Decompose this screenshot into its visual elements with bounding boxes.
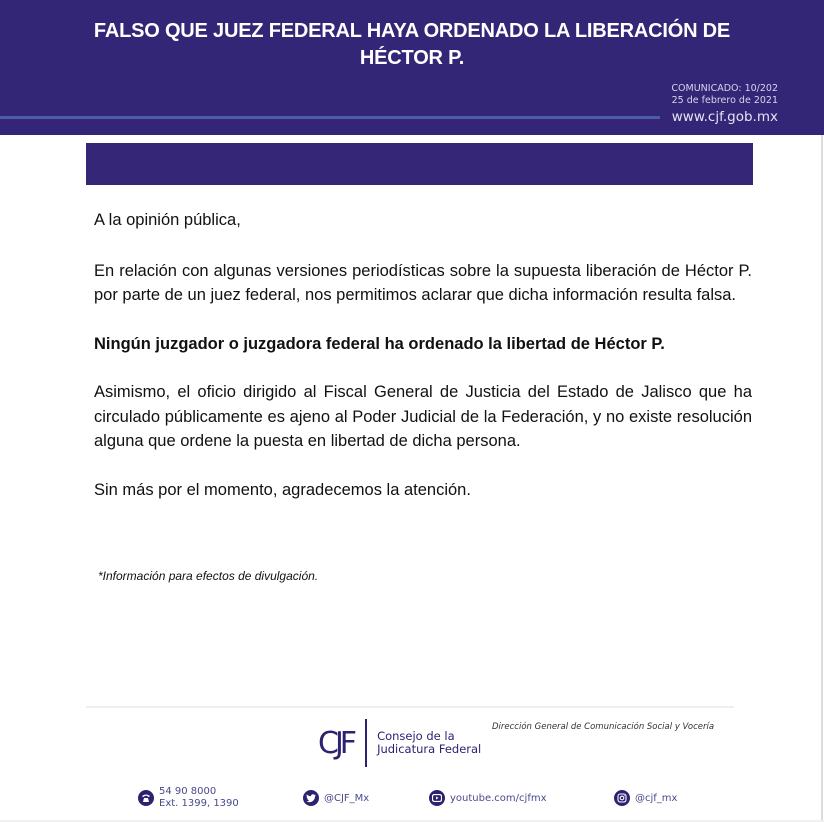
- footer-divider: [86, 706, 734, 708]
- greeting: A la opinión pública,: [94, 211, 241, 229]
- youtube-icon: [429, 790, 445, 806]
- bold-statement: Ningún juzgador o juzgadora federal ha ordenado la libertad de Héctor P.: [94, 334, 665, 353]
- twitter-icon: [303, 790, 319, 806]
- contact-instagram[interactable]: [614, 790, 677, 806]
- document-body: [94, 208, 752, 526]
- cjf-logo-mark: CJF: [318, 725, 354, 761]
- header-stripe: [0, 116, 660, 119]
- logo-line-2: Judicatura Federal: [377, 742, 482, 756]
- publication-date: 25 de febrero de 2021: [671, 95, 778, 106]
- logo-divider: [365, 719, 367, 767]
- header-meta: [671, 83, 778, 126]
- cjf-logo: [318, 718, 481, 768]
- youtube-channel: youtube.com/cjfmx: [450, 792, 547, 804]
- instagram-handle: @cjf_mx: [635, 792, 678, 804]
- website-link[interactable]: www.cjf.gob.mx: [671, 109, 778, 125]
- contact-twitter[interactable]: [303, 790, 369, 806]
- phone-extension: Ext. 1399, 1390: [159, 798, 239, 809]
- department-name: Dirección General de Comunicación Social y Vocería: [492, 722, 715, 732]
- instagram-icon: [614, 790, 630, 806]
- phone-icon: [138, 790, 154, 806]
- contact-phone: [138, 786, 239, 810]
- disclosure-note: *Información para efectos de divulgación.: [98, 569, 319, 583]
- closing: Sin más por el momento, agradecemos la atención.: [94, 480, 471, 499]
- page-title: FALSO QUE JUEZ FEDERAL HAYA ORDENADO LA LIBERACIÓN DE HÉCTOR P.: [93, 20, 731, 69]
- twitter-handle: @CJF_Mx: [324, 792, 370, 804]
- header-banner: [0, 0, 824, 135]
- contact-youtube[interactable]: [429, 790, 547, 806]
- page-edge: [821, 135, 823, 822]
- header-stripe-accent: [0, 121, 660, 123]
- logo-text: [377, 730, 481, 756]
- paragraph-1: En relación con algunas versiones periodísticas sobre la supuesta liberación de Héctor P. por parte de un juez federal, nos permitimos aclarar que dicha información resulta falsa.: [94, 261, 752, 304]
- phone-number: 54 90 8000: [159, 786, 217, 797]
- paragraph-2: Asimismo, el oficio dirigido al Fiscal General de Justicia del Estado de Jalisco que ha circulado públicamente es ajeno al Poder Judicial de la Federación, y no existe resolución alguna que ordene la puesta en libertad de dicha persona.: [94, 383, 752, 450]
- section-bar: [86, 143, 753, 185]
- comunicado-number: COMUNICADO: 10/202: [671, 83, 778, 94]
- logo-line-1: Consejo de la: [377, 729, 455, 743]
